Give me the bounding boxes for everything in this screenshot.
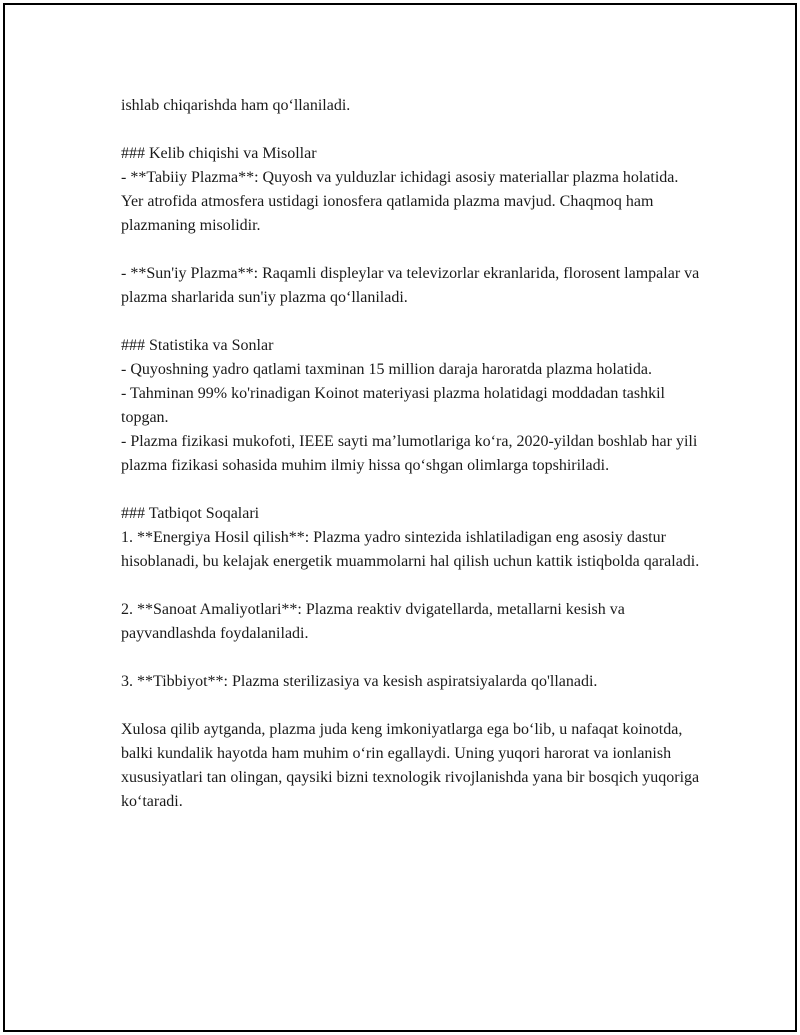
paragraph-conclusion: Xulosa qilib aytganda, plazma juda keng imkoniyatlarga ega bo‘lib, u nafaqat koinotda, balki kundalik hayotda ham muhim o‘rin egallaydi. Uning yuqori harorat va ionlanish xususiyatlari tan olingan, qaysiki bizni texnologik rivojlanishda yana bir bosqich yuqoriga ko‘taradi. bbox=[121, 721, 704, 810]
paragraph-gap bbox=[121, 118, 701, 142]
paragraph-gap bbox=[121, 574, 701, 598]
paragraph-gap bbox=[121, 310, 701, 334]
document-body bbox=[121, 94, 704, 814]
paragraph-intro-tail: ishlab chiqarishda ham qo‘llaniladi. bbox=[121, 97, 351, 114]
paragraph-gap bbox=[121, 646, 701, 670]
paragraph-gap bbox=[121, 694, 701, 718]
section-statistics: ### Statistika va Sonlar - Quyoshning yadro qatlami taxminan 15 million daraja haroratda plazma holatida. - Tahminan 99% ko'rinadigan Koinot materiyasi plazma holatidagi moddadan tashkil topgan. - Plazma fizikasi mukofoti, IEEE sayti ma’lumotlariga ko‘ra, 2020-yildan boshlab har yili plazma fizikasi sohasida muhim ilmiy hissa qo‘shgan olimlarga topshiriladi. bbox=[121, 337, 698, 474]
paragraph-gap bbox=[121, 238, 701, 262]
document-page bbox=[3, 3, 797, 1032]
paragraph-gap bbox=[121, 478, 701, 502]
paragraph-industry: 2. **Sanoat Amaliyotlari**: Plazma reaktiv dvigatellarda, metallarni kesish va payvandlashda foydalaniladi. bbox=[121, 601, 629, 642]
paragraph-artificial-plasma: - **Sun'iy Plazma**: Raqamli displeylar va televizorlar ekranlarida, florosent lampalar va plazma sharlarida sun'iy plazma qo‘llaniladi. bbox=[121, 265, 704, 306]
section-applications: ### Tatbiqot Soqalari 1. **Energiya Hosil qilish**: Plazma yadro sintezida ishlatiladigan eng asosiy dastur hisoblanadi, bu kelajak energetik muammolarni hal qilish uchun kattik istiqbolda qaraladi. bbox=[121, 505, 700, 570]
paragraph-medicine: 3. **Tibbiyot**: Plazma sterilizasiya va kesish aspiratsiyalarda qo'llanadi. bbox=[121, 673, 598, 690]
section-origins-and-examples: ### Kelib chiqishi va Misollar - **Tabiiy Plazma**: Quyosh va yulduzlar ichidagi asosiy materiallar plazma holatida. Yer atrofida atmosfera ustidagi ionosfera qatlamida plazma mavjud. Chaqmoq ham plazmaning misolidir. bbox=[121, 145, 679, 234]
